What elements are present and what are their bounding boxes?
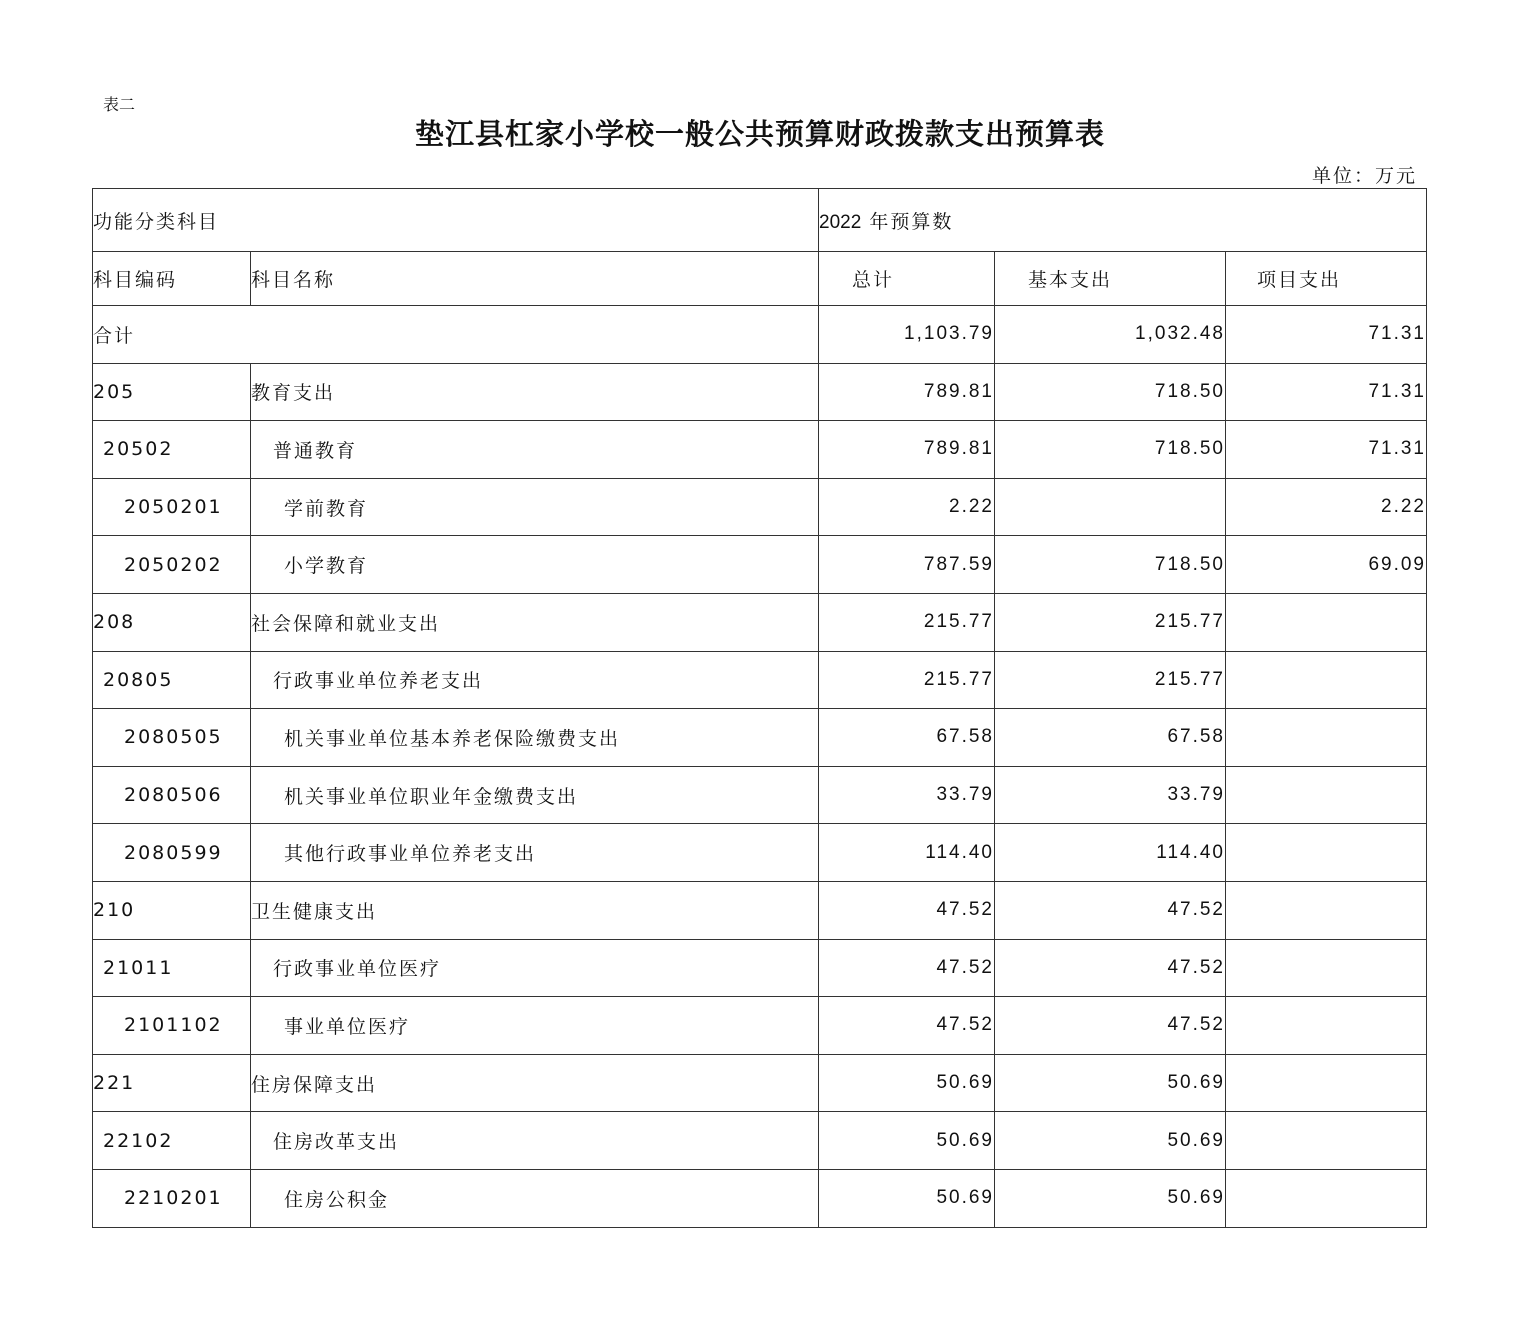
row-total: 114.40	[819, 824, 995, 882]
row-project	[1226, 881, 1427, 939]
row-basic: 50.69	[995, 1112, 1226, 1170]
row-basic: 215.77	[995, 651, 1226, 709]
row-name: 卫生健康支出	[251, 881, 819, 939]
row-basic: 50.69	[995, 1169, 1226, 1227]
row-code: 2050202	[93, 536, 251, 594]
row-project	[1226, 709, 1427, 767]
budget-table	[92, 188, 1427, 1228]
row-code: 22102	[93, 1112, 251, 1170]
row-project: 71.31	[1226, 421, 1427, 479]
row-code: 21011	[93, 939, 251, 997]
table-row	[93, 421, 1427, 479]
row-basic: 718.50	[995, 363, 1226, 421]
row-basic: 114.40	[995, 824, 1226, 882]
header-project: 项目支出	[1226, 252, 1427, 306]
row-project	[1226, 651, 1427, 709]
row-code: 205	[93, 363, 251, 421]
row-project	[1226, 939, 1427, 997]
row-project	[1226, 824, 1427, 882]
table-row	[93, 1054, 1427, 1112]
row-code: 2210201	[93, 1169, 251, 1227]
row-project	[1226, 593, 1427, 651]
row-project: 69.09	[1226, 536, 1427, 594]
row-basic: 47.52	[995, 939, 1226, 997]
row-project	[1226, 1054, 1427, 1112]
row-name: 行政事业单位养老支出	[251, 651, 819, 709]
row-total: 215.77	[819, 651, 995, 709]
header-basic: 基本支出	[995, 252, 1226, 306]
row-total: 47.52	[819, 939, 995, 997]
total-total: 1,103.79	[819, 306, 995, 364]
row-project	[1226, 1169, 1427, 1227]
row-name: 住房改革支出	[251, 1112, 819, 1170]
row-project: 71.31	[1226, 363, 1427, 421]
row-total: 33.79	[819, 766, 995, 824]
row-code: 2080599	[93, 824, 251, 882]
header-code: 科目编码	[93, 252, 251, 306]
header-year-text: 年预算数	[869, 210, 954, 233]
row-basic: 33.79	[995, 766, 1226, 824]
row-code: 221	[93, 1054, 251, 1112]
table-label: 表二	[103, 95, 136, 114]
row-project	[1226, 997, 1427, 1055]
table-row	[93, 709, 1427, 767]
row-code: 2080506	[93, 766, 251, 824]
row-name: 社会保障和就业支出	[251, 593, 819, 651]
row-name: 行政事业单位医疗	[251, 939, 819, 997]
row-project: 2.22	[1226, 478, 1427, 536]
row-name: 普通教育	[251, 421, 819, 479]
row-code: 20502	[93, 421, 251, 479]
header-category: 功能分类科目	[93, 189, 819, 252]
header-total: 总计	[819, 252, 995, 306]
row-name: 事业单位医疗	[251, 997, 819, 1055]
row-code: 210	[93, 881, 251, 939]
row-code: 208	[93, 593, 251, 651]
table-row	[93, 536, 1427, 594]
row-basic: 67.58	[995, 709, 1226, 767]
row-total: 787.59	[819, 536, 995, 594]
header-year	[819, 189, 1427, 252]
table-row	[93, 881, 1427, 939]
row-code: 2050201	[93, 478, 251, 536]
row-total: 789.81	[819, 363, 995, 421]
table-row	[93, 651, 1427, 709]
table-row	[93, 593, 1427, 651]
table-row	[93, 997, 1427, 1055]
row-name: 教育支出	[251, 363, 819, 421]
row-basic: 47.52	[995, 881, 1226, 939]
row-total: 2.22	[819, 478, 995, 536]
header-year-number: 2022	[819, 211, 862, 233]
row-name: 学前教育	[251, 478, 819, 536]
row-basic: 47.52	[995, 997, 1226, 1055]
header-name: 科目名称	[251, 252, 819, 306]
page-title: 垫江县杠家小学校一般公共预算财政拨款支出预算表	[414, 117, 1105, 151]
row-total: 50.69	[819, 1112, 995, 1170]
table-row	[93, 363, 1427, 421]
row-basic: 50.69	[995, 1054, 1226, 1112]
row-code: 2101102	[93, 997, 251, 1055]
header-row-1	[93, 189, 1427, 252]
total-project: 71.31	[1226, 306, 1427, 364]
row-code: 20805	[93, 651, 251, 709]
table-row	[93, 1112, 1427, 1170]
header-row-2	[93, 252, 1427, 306]
table-row	[93, 766, 1427, 824]
row-total: 215.77	[819, 593, 995, 651]
total-label: 合计	[93, 306, 819, 364]
row-code: 2080505	[93, 709, 251, 767]
row-total: 50.69	[819, 1054, 995, 1112]
total-row	[93, 306, 1427, 364]
row-name: 小学教育	[251, 536, 819, 594]
total-basic: 1,032.48	[995, 306, 1226, 364]
row-name: 机关事业单位基本养老保险缴费支出	[251, 709, 819, 767]
row-basic: 215.77	[995, 593, 1226, 651]
row-name: 机关事业单位职业年金缴费支出	[251, 766, 819, 824]
row-project	[1226, 1112, 1427, 1170]
row-basic	[995, 478, 1226, 536]
row-total: 47.52	[819, 881, 995, 939]
row-name: 住房公积金	[251, 1169, 819, 1227]
row-project	[1226, 766, 1427, 824]
row-total: 50.69	[819, 1169, 995, 1227]
unit-label: 单位：万元	[1311, 165, 1417, 187]
row-total: 47.52	[819, 997, 995, 1055]
table-row	[93, 824, 1427, 882]
row-basic: 718.50	[995, 536, 1226, 594]
table-row	[93, 478, 1427, 536]
row-total: 67.58	[819, 709, 995, 767]
table-row	[93, 939, 1427, 997]
table-row	[93, 1169, 1427, 1227]
row-total: 789.81	[819, 421, 995, 479]
row-name: 住房保障支出	[251, 1054, 819, 1112]
row-basic: 718.50	[995, 421, 1226, 479]
row-name: 其他行政事业单位养老支出	[251, 824, 819, 882]
